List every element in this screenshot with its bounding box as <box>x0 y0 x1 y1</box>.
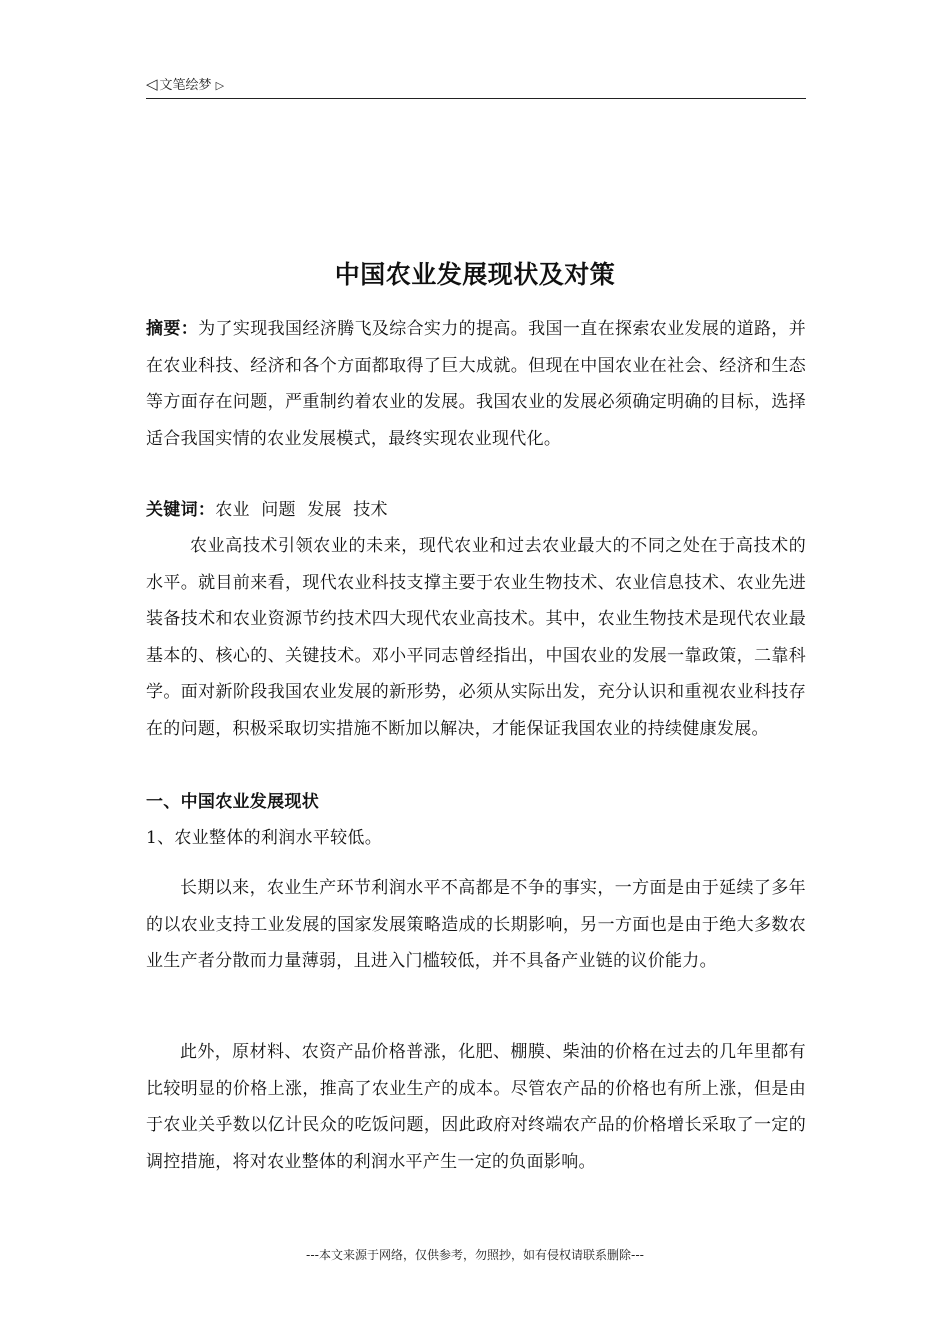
section-1-heading: 一、中国农业发展现状 <box>146 792 319 812</box>
page-footer: ---本文来源于网络，仅供参考，勿照抄，如有侵权请联系删除--- <box>306 1248 644 1262</box>
keywords-line <box>146 492 806 529</box>
header-title: 文笔绘梦 <box>159 78 212 93</box>
document-title: 中国农业发展现状及对策 <box>334 260 616 289</box>
left-triangle-icon: ◁ <box>146 75 158 93</box>
keywords-label: 关键词： <box>146 500 216 520</box>
section-1-paragraph-2: 此外，原材料、农资产品价格普涨，化肥、棚膜、柴油的价格在过去的几年里都有比较明显的价格上涨，推高了农业生产的成本。尽管农产品的价格也有所上涨，但是由于农业关乎数以亿计民众的吃饭问题，因此政府对终端农产品的价格增长采取了一定的调控措施，将对农业整体的利润水平产生一定的负面影响。 <box>146 1042 806 1172</box>
abstract-label: 摘要： <box>146 319 199 339</box>
section-1-paragraph-1: 长期以来，农业生产环节利润水平不高都是不争的事实，一方面是由于延续了多年的以农业支持工业发展的国家发展策略造成的长期影响，另一方面也是由于绝大多数农业生产者分散而力量薄弱，且进入门槛较低，并不具备产业链的议价能力。 <box>146 878 806 971</box>
page-header <box>146 72 806 99</box>
header-label <box>146 74 224 93</box>
abstract-text: 为了实现我国经济腾飞及综合实力的提高。我国一直在探索农业发展的道路，并在农业科技、经济和各个方面都取得了巨大成就。但现在中国农业在社会、经济和生态等方面存在问题，严重制约着农业的发展。我国农业的发展必须确定明确的目标，选择适合我国实情的农业发展模式，最终实现农业现代化。 <box>146 319 807 449</box>
keywords-text: 农业 问题 发展 技术 <box>215 500 388 520</box>
abstract-paragraph <box>146 311 806 457</box>
intro-paragraph: 农业高技术引领农业的未来，现代农业和过去农业最大的不同之处在于高技术的水平。就目前来看，现代农业科技支撑主要于农业生物技术、农业信息技术、农业先进装备技术和农业资源节约技术四大现代农业高技术。其中，农业生物技术是现代农业最基本的、核心的、关键技术。邓小平同志曾经指出，中国农业的发展一靠政策，二靠科学。面对新阶段我国农业发展的新形势，必须从实际出发，充分认识和重视农业科技存在的问题，积极采取切实措施不断加以解决，才能保证我国农业的持续健康发展。 <box>146 536 806 739</box>
subsection-1-heading: 1、农业整体的利润水平较低。 <box>146 828 383 848</box>
right-triangle-icon: ▷ <box>215 79 225 92</box>
